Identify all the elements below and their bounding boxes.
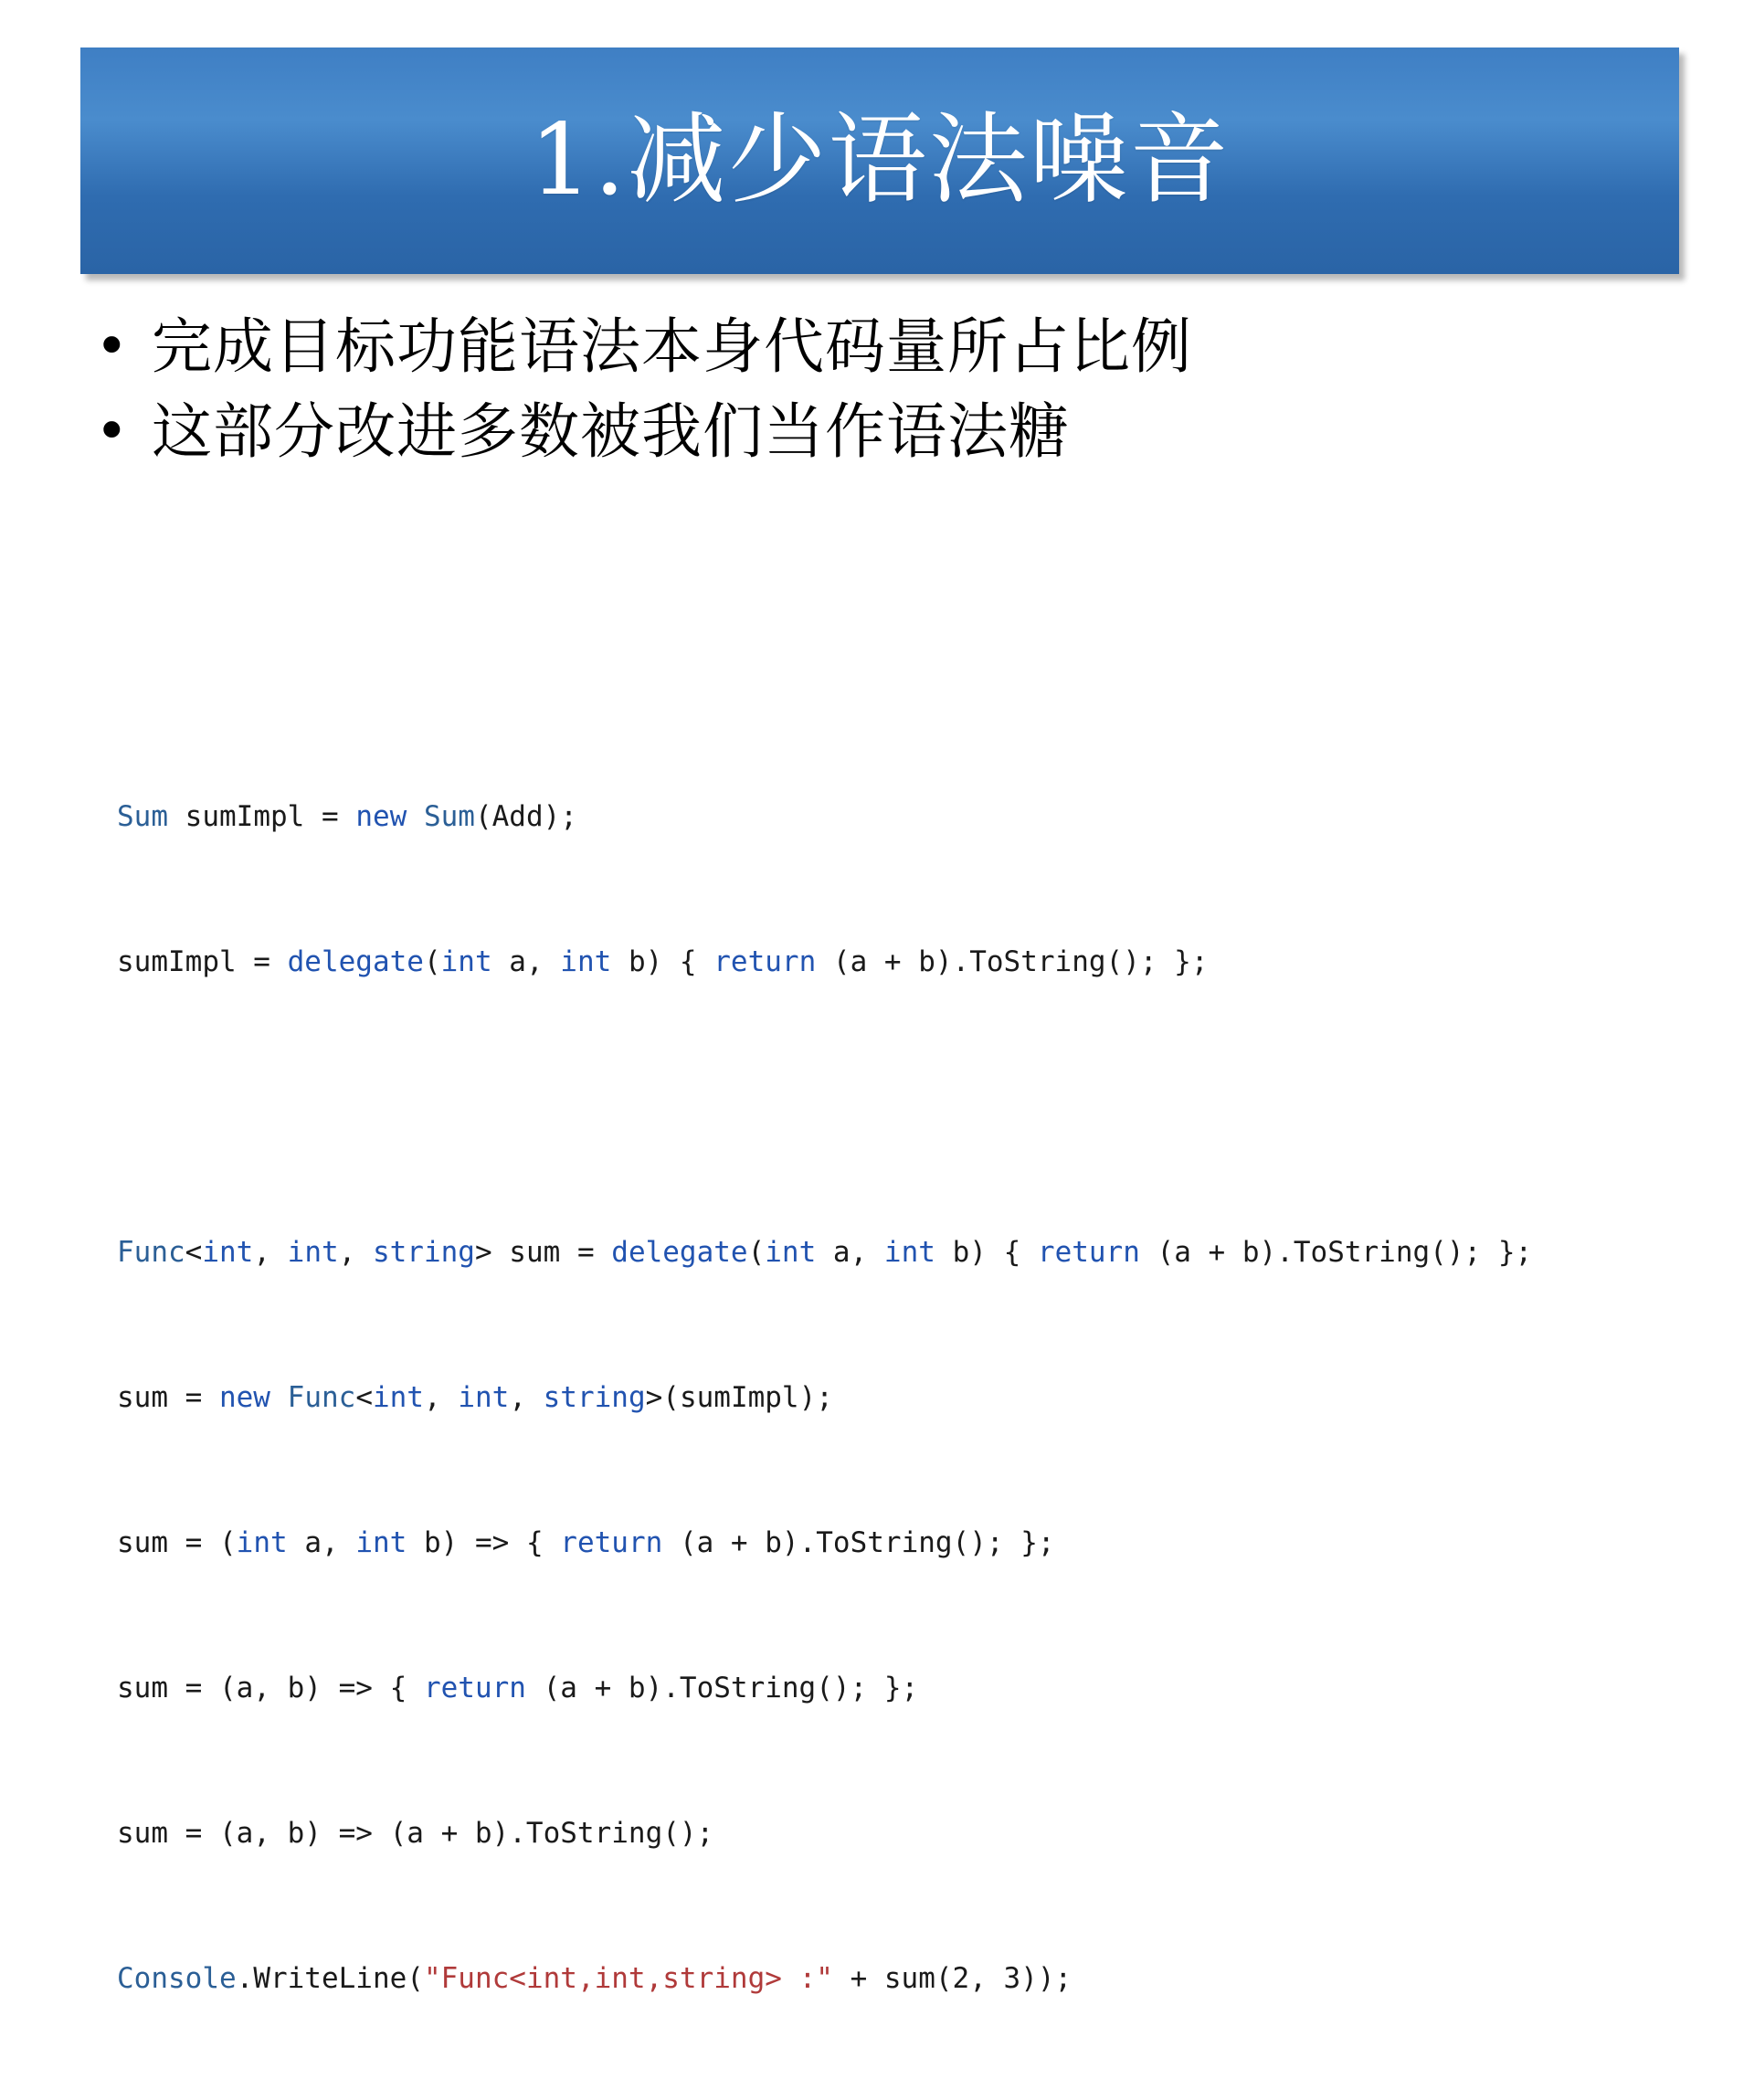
code-line: Sum sumImpl = new Sum(Add); [117, 800, 577, 833]
bullet-text: 完成目标功能语法本身代码量所占比例 [152, 311, 1192, 382]
code-line: sumImpl = delegate(int a, int b) { return (a + b).ToString(); }; [117, 945, 1209, 978]
bullet-list [95, 311, 1703, 480]
title-banner [80, 47, 1679, 274]
code-line: sum = (a, b) => { return (a + b).ToString(); }; [117, 1672, 919, 1704]
code-line: sum = (int a, int b) => { return (a + b).ToString(); }; [117, 1526, 1055, 1559]
code-line: sum = (a, b) => (a + b).ToString(); [117, 1817, 714, 1850]
list-item [95, 396, 1703, 470]
page-title: 1.减少语法噪音 [529, 103, 1231, 218]
code-line-blank [117, 1083, 1706, 1132]
bullet-dot-icon: • [95, 312, 129, 379]
bullet-dot-icon: • [95, 396, 129, 464]
bullet-text: 这部分改进多数被我们当作语法糖 [152, 396, 1070, 467]
code-line: Func<int, int, string> sum = delegate(int a, int b) { return (a + b).ToString(); }; [117, 1236, 1533, 1269]
list-item [95, 311, 1703, 385]
code-snippet [117, 696, 1706, 2100]
code-line: Console.WriteLine("Func<int,int,string> :" + sum(2, 3)); [117, 1962, 1072, 1995]
code-line: sum = new Func<int, int, string>(sumImpl); [117, 1381, 833, 1414]
